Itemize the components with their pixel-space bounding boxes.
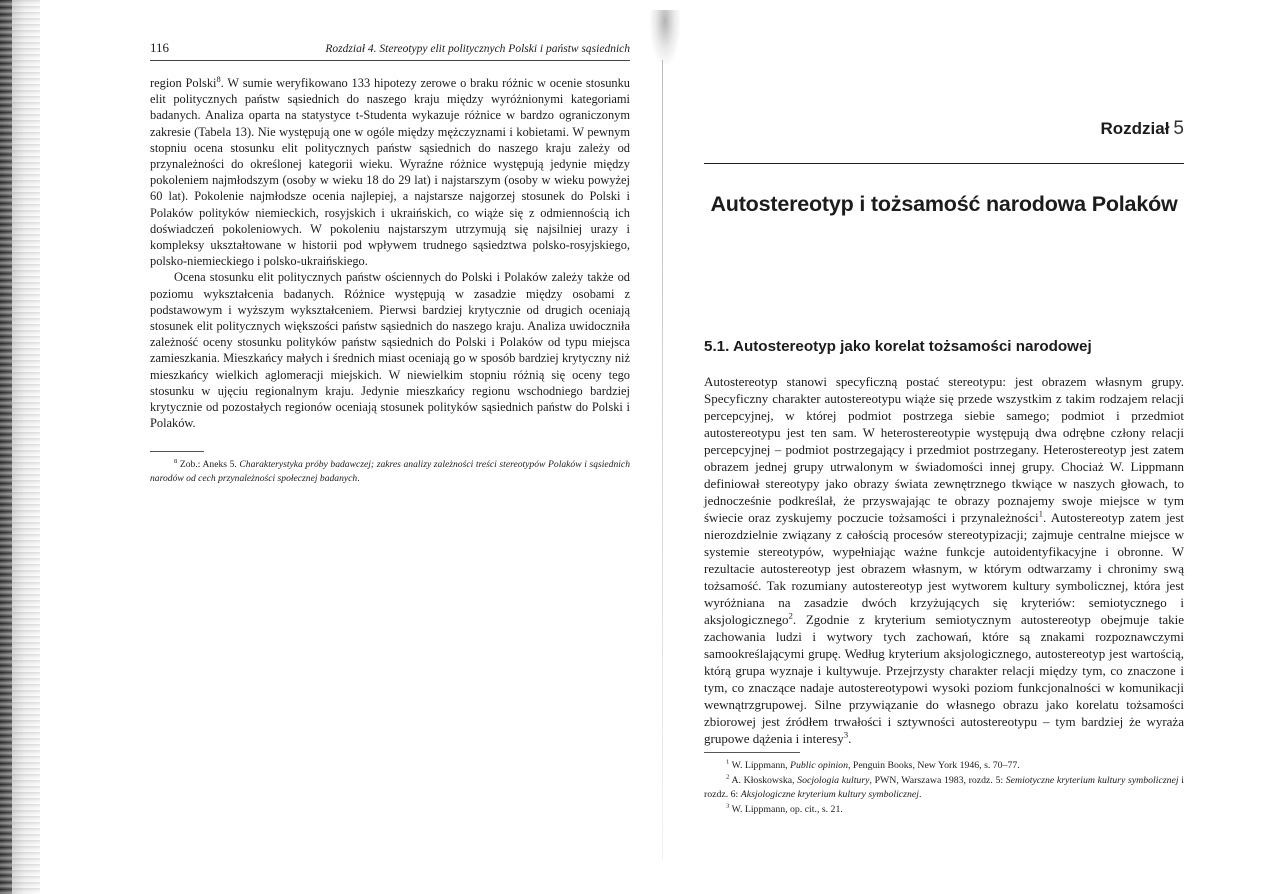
chapter-title: Autostereotyp i tożsamość narodowa Polaków [710, 192, 1178, 216]
footnote-text: W. Lippmann, op. cit., s. 21. [729, 803, 843, 815]
footnote-italic: Public opinion [790, 760, 848, 771]
left-page [150, 40, 630, 486]
footnote-ref: 2 [788, 610, 793, 621]
right-page [704, 0, 1184, 894]
footnote-text: W. Lippmann, [729, 760, 791, 771]
footnote-text: i rozdz. 6: [704, 774, 1184, 800]
footnote-italic: Charakterystyka próby badawczej; zakres analizy zależności treści stereotypów Polaków i sąsiednich narodów od cech przynależności społecznej badanych [150, 459, 630, 485]
footnote-text: A. Kłoskowska, [729, 774, 798, 786]
paragraph-text: region Polski [150, 76, 217, 90]
footnote-italic: Aksjologiczne kryterium kultury symbolicznej [740, 789, 919, 800]
footnote-rule [704, 752, 800, 753]
footnote-text: , Penguin Books, New York 1946, s. 70–77. [847, 760, 1020, 771]
footnote-number: 8 [174, 458, 178, 466]
running-head [150, 40, 630, 61]
footnote-number: 3 [726, 802, 730, 810]
running-title: Rozdział 4. Stereotypy elit politycznych Polski i państw sąsiednich [325, 43, 630, 55]
book-gutter [640, 0, 686, 894]
paragraph-text: Autostereotyp stanowi specyficzną postać stereotypu: jest obrazem własnym grupy. Specyficzny charakter autostereotypu wiąże się przede wszystkim z takim rodzajem relacji percepcyjnej, w której podmiot postrzega siebie samego; podmiot i przedmiot autostereotypu jest ten sam. W heterostereotypie występują dwa odrębne człony relacji percepcyjnej – podmiot postrzegający i przedmiot postrzegany. Heterostereotyp jest zatem obrazem jednej grupy utrwalonym w świadomości innej grupy. Chociaż W. Lippmann definiował stereotypy jako obrazy świata zewnętrznego tkwiące w naszych głowach, to jednocześnie podkreślał, że przyswajając te obrazy poznajemy swoje miejsce w tym świecie oraz zyskujemy poczucie tożsamości i przynależności [704, 374, 1184, 525]
scan-edge-shadow-left [0, 0, 40, 894]
footnote-text: . [918, 789, 922, 800]
chapter-number: 5 [1173, 118, 1184, 139]
footnote-italic: Semiotyczne kryterium kultury symbolicznej [1005, 774, 1179, 786]
chapter-label-text: Rozdział [1100, 119, 1170, 138]
footnote [704, 759, 1184, 774]
footnote-rule [150, 451, 204, 452]
footnote [150, 458, 630, 486]
paragraph [704, 373, 1184, 747]
paragraph-text: . Zgodnie z kryterium semiotycznym autostereotyp obejmuje takie zachowania ludzi i wytwory tych zachowań, które są znakami rozpoznawczymi samookreślającymi grupę. Według kryterium aksjologicznego, autostereotyp jest wartością, którą grupa wyznaje i kultywuje. Przejrzysty charakter relacji między tym, co znaczone i tym, co znaczące nadaje autostereotypowi wysoki poziom funkcjonalności w komunikacji wewnątrzgrupowej. Silne przywiązanie do własnego obrazu jako korelatu tożsamości zbiorowej jest źródłem trwałości i sztywności autostereotypu – tym bardziej że wyraża grupowe dążenia i interesy [704, 612, 1184, 746]
footnote [704, 774, 1184, 803]
footnote [704, 803, 1184, 818]
paragraph-text: . Autostereotyp zatem jest nierozdzielnie związany z całością procesów stereotypizacji; zajmuje centralne miejsce w systemie stereotypów, wypełniając ważne funkcje autoidentyfikacyjne i obronne. W rezultacie autostereotyp jest obrazem własnym, w którym odtwarzamy i chronimy swą tożsamość. Tak rozumiany autostereotyp jest wytworem kultury symbolicznej, która jest wyróżniana na zasadzie dwóch krzyżujących się kryteriów: semiotycznego i aksjologicznego [704, 510, 1185, 627]
paragraph-text: . W sumie weryfikowano 133 hipotezy zerowe o braku różnic w ocenie stosunku elit politycznych państw sąsiednich do naszego kraju między wyróżnionymi kategoriami badanych. Analiza oparta na statystyce t-Studenta wykazuje różnice w bardzo ograniczonym zakresie (Tabela 13). Nie występują one w ogóle między mężczyznami i kobietami. W pewnym stopniu ocena stosunku elit politycznych państw sąsiednich do naszego kraju zależy od przynależności do określonej kategorii wieku. Wyraźne różnice występują jedynie między pokoleniem najmłodszym (osoby w wieku 18 do 29 lat) i najstarszym (osoby w wieku powyżej 60 lat). Pokolenie najmłodsze ocenia najlepiej, a najstarsze najgorzej stosunek do Polski i Polaków polityków niemieckich, rosyjskich i ukraińskich, co wiąże się z odmiennością ich doświadczeń pokoleniowych. W pokoleniu najstarszym utrzymują się najsilniej urazy i kompleksy ukształtowane w historii pod wpływem trudnego sąsiedztwa polsko-rosyjskiego, polsko-niemieckiego i polsko-ukraińskiego. [150, 76, 630, 269]
footnote-italic: Socjologia kultury [797, 774, 870, 786]
chapter-rule [704, 163, 1184, 164]
chapter-label [1100, 118, 1184, 140]
footnote-text: , PWN, Warszawa 1983, rozdz. 5: [869, 774, 1006, 786]
footnotes [704, 759, 1184, 817]
footnote-ref: 1 [1038, 508, 1044, 519]
section-title: 5.1. Autostereotyp jako korelat tożsamości narodowej [704, 338, 1092, 355]
paragraph-text: . [848, 731, 852, 746]
right-body-text [704, 373, 1184, 817]
left-body-text [150, 75, 630, 431]
paragraph [150, 75, 630, 269]
footnote-text: Zob.: Aneks 5. [177, 459, 240, 471]
footnote-number: 1 [726, 758, 730, 766]
footnote-number: 2 [726, 773, 730, 781]
footnote-ref: 3 [843, 729, 849, 740]
footnote-ref: 8 [216, 73, 221, 84]
footnote-text: . [357, 473, 360, 485]
paragraph-text: Ocena stosunku elit politycznych państw ościennych do Polski i Polaków zależy także od poziomu wykształcenia badanych. Różnice występują w zasadzie między osobami z podstawowym i wyższym wykształceniem. Pierwsi bardziej krytycznie od drugich oceniają stosunek elit politycznych większości państw sąsiednich do naszego kraju. Analiza uwidoczniła zależność oceny stosunku polityków państw sąsiednich do Polski i Polaków od typu miejsca zamieszkania. Mieszkańcy małych i średnich miast oceniają go w sposób bardziej krytyczny niż mieszkańcy wielkich aglomeracji miejskich. W niewielkim stopniu różnią się oceny tego stosunku w ujęciu regionalnym kraju. Jedynie mieszkańcy regionu wschodniego bardziej krytycznie od pozostałych regionów oceniają stosunek polityków sąsiednich państw do Polski i Polaków. [150, 270, 630, 431]
paragraph [150, 269, 630, 431]
page-number: 116 [150, 40, 170, 55]
